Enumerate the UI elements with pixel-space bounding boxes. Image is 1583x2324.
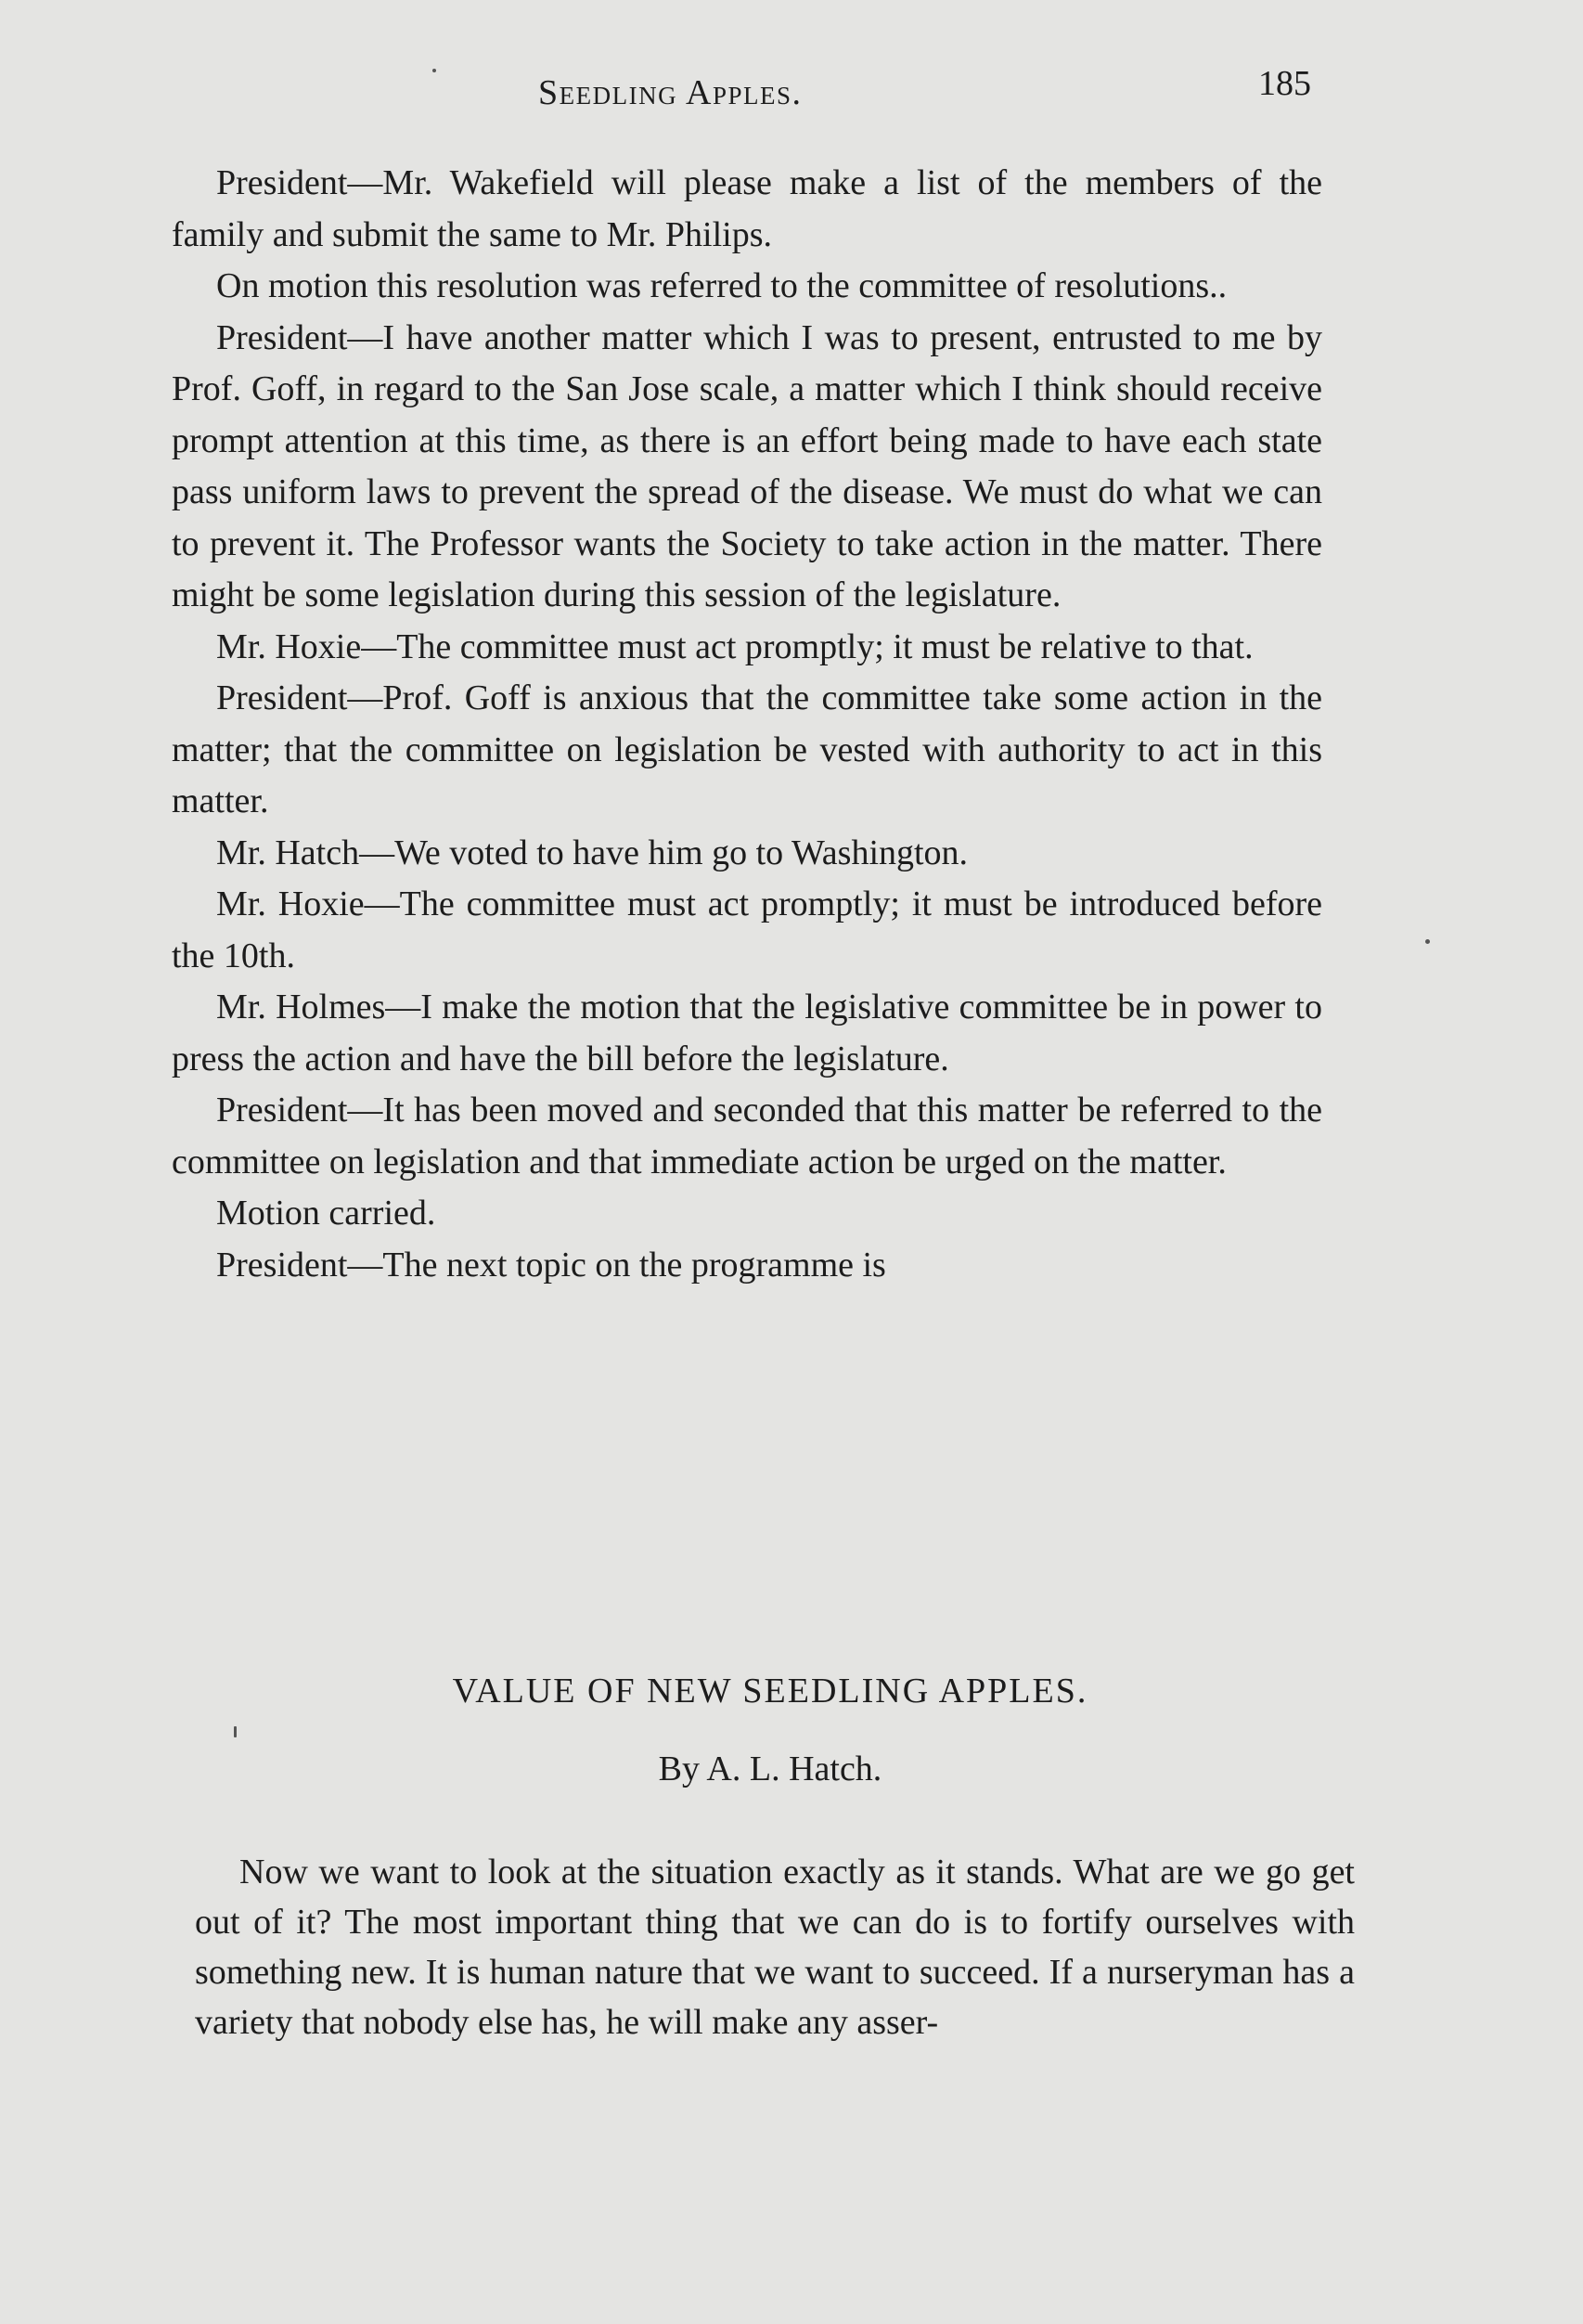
paragraph: President—The next topic on the programme is (216, 1245, 886, 1285)
section-title: VALUE OF NEW SEEDLING APPLES. (452, 1672, 1088, 1711)
section-byline: By A. L. Hatch. (658, 1749, 882, 1788)
paragraph: Mr. Hoxie—The committee must act promptly; it must be relative to that. (216, 626, 1254, 666)
section-body (195, 1847, 1355, 2047)
paragraph: On motion this resolution was referred to the committee of resolutions.. (216, 266, 1228, 305)
paragraph: President—It has been moved and seconded that this matter be referred to the committee on legislation and that immediate action be urged on the matter. (172, 1091, 1322, 1181)
paragraph: Mr. Hatch—We voted to have him go to Washington. (216, 833, 969, 872)
discussion-transcript (172, 158, 1322, 1291)
stray-ink-mark (1425, 939, 1430, 944)
page-number: 185 (1258, 64, 1311, 103)
stray-ink-mark (432, 69, 436, 72)
paragraph: President—I have another matter which I was to present, entrusted to me by Prof. Goff, in regard to the San Jose scale, a matter which I think should receive prompt attention at this time, as there is an effort being made to have each state pass uniform laws to prevent the spread of the disease. We must do what we can to prevent it. The Professor wants the Society to take action in the matter. There might be some legislation during this session of the legislature. (172, 317, 1322, 614)
paragraph: Mr. Holmes—I make the motion that the legislative committee be in power to press the action and have the bill before the legislature. (172, 988, 1322, 1078)
running-head-title: Seedling Apples. (538, 73, 803, 112)
paragraph: President—Prof. Goff is anxious that the committee take some action in the matter; that the committee on legislation be vested with authority to act in this matter. (172, 678, 1322, 820)
paragraph: Motion carried. (216, 1194, 436, 1233)
paragraph: Now we want to look at the situation exactly as it stands. What are we go get out of it? The most important thing that we can do is to fortify ourselves with something new. It is human nature that we want to succeed. If a nurseryman has a variety that nobody else has, he will make any asser- (195, 1853, 1355, 2042)
paragraph: President—Mr. Wakefield will please make a list of the members of the family and submit the same to Mr. Philips. (172, 163, 1322, 254)
paragraph: Mr. Hoxie—The committee must act promptly; it must be introduced before the 10th. (172, 884, 1322, 975)
section-heading-block (190, 1671, 1350, 1789)
stray-ink-mark (234, 1726, 237, 1737)
